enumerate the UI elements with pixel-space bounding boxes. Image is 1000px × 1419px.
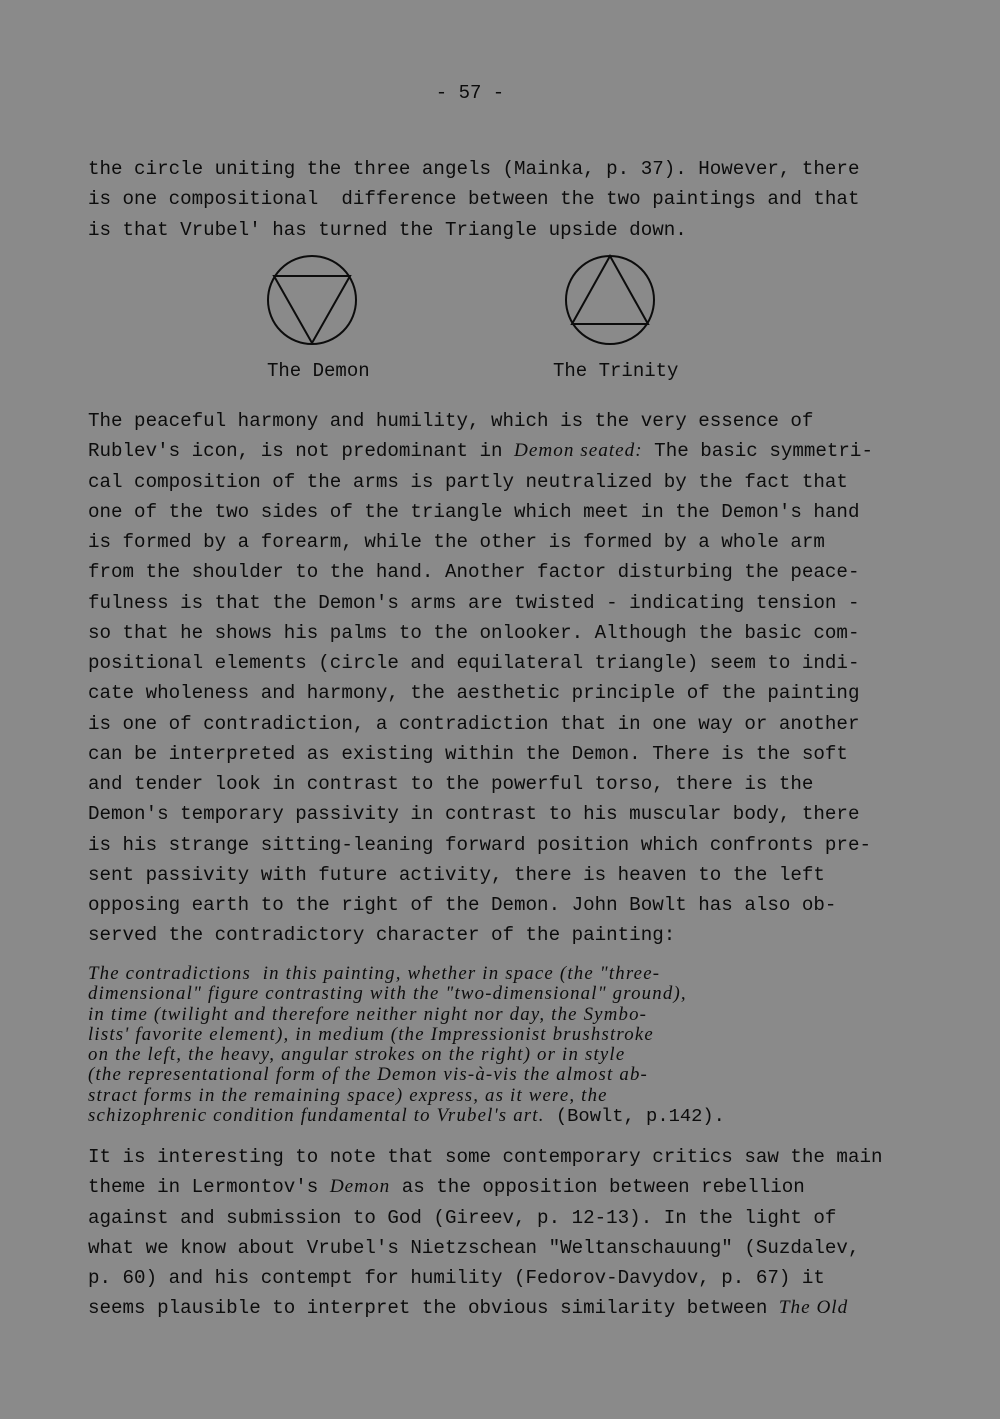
text-line: so that he shows his palms to the onlooker. Although the basic com- [88,621,860,644]
text-line: positional elements (circle and equilateral triangle) seem to indi- [88,652,860,674]
text-line: cal composition of the arms is partly neutralized by the fact that [88,470,848,493]
block-quote [88,964,938,1126]
text-line: the circle uniting the three angels (Mainka, p. 37). However, there [88,158,860,180]
body-paragraph [88,406,938,951]
quote-line: lists' favorite element), in medium (the Impressionist brushstroke [88,1023,654,1045]
text-line: what we know about Vrubel's Nietzschean "Weltanschauung" (Suzdalev, [88,1236,860,1259]
text-line: can be interpreted as existing within the Demon. There is the soft [88,742,848,765]
text-line: p. 60) and his contempt for humility (Fedorov-Davydov, p. 67) it [88,1267,825,1289]
quote-line: The contradictions in this painting, whether in space (the "three- [88,963,661,984]
text-line: opposing earth to the right of the Demon. John Bowlt has also ob- [88,894,837,916]
trinity-caption: The Trinity [553,360,679,382]
text-line: The peaceful harmony and humility, which is the very essence of [88,410,814,432]
text-line: sent passivity with future activity, there is heaven to the left [88,863,825,886]
text-line: theme in Lermontov's Demon as the opposition between rebellion [88,1176,805,1199]
text-line: and tender look in contrast to the powerful torso, there is the [88,773,814,795]
text-line: cate wholeness and harmony, the aesthetic principle of the painting [88,682,860,705]
text-line: one of the two sides of the triangle which meet in the Demon's hand [88,500,860,523]
text-line: is his strange sitting-leaning forward position which confronts pre- [88,833,871,856]
text-line: Demon's temporary passivity in contrast to his muscular body, there [88,803,860,826]
demon-diagram [264,252,360,348]
trinity-diagram [562,252,658,348]
trinity-circle [566,256,654,344]
text-line: seems plausible to interpret the obvious similarity between The Old [88,1297,849,1320]
demon-circle [268,256,356,344]
painting-title: Demon seated: [514,440,643,462]
text-line: is one of contradiction, a contradiction that in one way or another [88,712,860,735]
demon-caption: The Demon [267,360,370,382]
text-line: It is interesting to note that some contemporary critics saw the main [88,1146,883,1168]
intro-paragraph [88,154,938,245]
text-line: fulness is that the Demon's arms are twisted - indicating tension - [88,591,860,614]
text-line: is one compositional difference between the two paintings and that [88,188,860,211]
quote-line: dimensional" figure contrasting with the "two-dimensional" ground), [88,983,687,1005]
quote-line: schizophrenic condition fundamental to Vrubel's art. (Bowlt, p.142). [88,1104,725,1127]
inverted-triangle [274,276,350,343]
poem-title: Demon [329,1176,391,1198]
text-line: is that Vrubel' has turned the Triangle upside down. [88,218,687,241]
quote-line: (the representational form of the Demon vis-à-vis the almost ab- [88,1064,648,1086]
page-number: - 57 - [435,82,505,104]
painting-title: The Old [778,1297,849,1319]
quote-line: stract forms in the remaining space) express, as it were, the [88,1084,608,1106]
text-line: from the shoulder to the hand. Another factor disturbing the peace- [88,561,860,584]
text-line: against and submission to God (Gireev, p. 12-13). In the light of [88,1206,837,1229]
text-line: is formed by a forearm, while the other is formed by a whole arm [88,531,825,553]
quote-line: on the left, the heavy, angular strokes on the right) or in style [88,1044,626,1065]
quote-line: in time (twilight and therefore neither night nor day, the Symbo- [88,1003,648,1025]
text-line: served the contradictory character of the painting: [88,924,676,947]
citation: (Bowlt, p.142). [544,1104,725,1127]
closing-paragraph [88,1142,938,1324]
text-line: Rublev's icon, is not predominant in Demon seated: The basic symmetri- [88,440,873,463]
